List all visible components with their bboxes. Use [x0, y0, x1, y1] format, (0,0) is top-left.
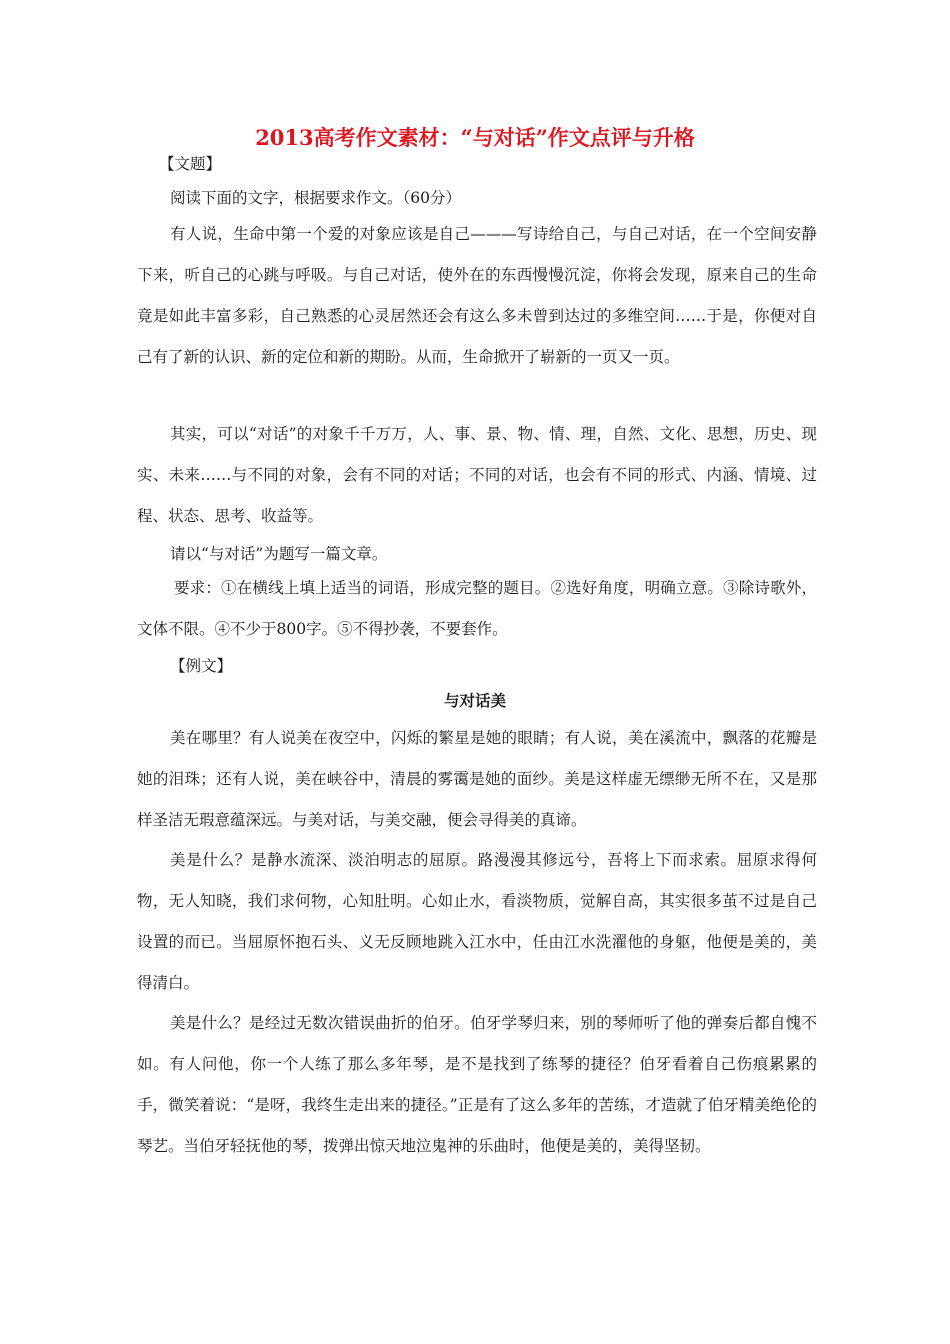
- example-section-tag: 【例文】: [170, 657, 233, 675]
- essay-title: 与对话美: [443, 691, 506, 710]
- essay-paragraph-1: 美在哪里？有人说美在夜空中，闪烁的繁星是她的眼睛；有人说，美在溪流中，飘落的花瓣是她的泪珠；还有人说，美在峡谷中，清晨的雾霭是她的面纱。美是这样虚无缥缈无所不在，又是那样圣洁无瑕意蕴深远。与美对话，与美交融，便会寻得美的真谛。: [137, 729, 817, 829]
- prompt-paragraph-1: 有人说，生命中第一个爱的对象应该是自己———写诗给自己，与自己对话，在一个空间安静下来，听自己的心跳与呼吸。与自己对话，使外在的东西慢慢沉淀，你将会发现，原来自己的生命竟是如此丰富多彩，自己熟悉的心灵居然还会有这么多未曾到达过的多维空间……于是，你便对自己有了新的认识、新的定位和新的期盼。从而，生命掀开了崭新的一页又一页。: [137, 225, 817, 366]
- essay-paragraph-3: 美是什么？是经过无数次错误曲折的伯牙。伯牙学琴归来，别的琴师听了他的弹奏后都自愧不如。有人问他，你一个人练了那么多年琴，是不是找到了练琴的捷径？伯牙看着自己伤痕累累的手，微笑着说：“是呀，我终生走出来的捷径。”正是有了这么多年的苦练，才造就了伯牙精美绝伦的琴艺。当伯牙轻抚他的琴，拨弹出惊天地泣鬼神的乐曲时，他便是美的，美得坚韧。: [137, 1014, 817, 1155]
- essay-paragraph-2: 美是什么？是静水流深、淡泊明志的屈原。路漫漫其修远兮，吾将上下而求索。屈原求得何物，无人知晓，我们求何物，心知肚明。心如止水，看淡物质，觉解自高，其实很多茧不过是自己设置的而已。当屈原怀抱石头、义无反顾地跳入江水中，任由江水洗濯他的身躯，他便是美的，美得清白。: [137, 851, 817, 992]
- document-title: 2013高考作文素材：“与对话”作文点评与升格: [255, 125, 695, 150]
- topic-section-tag: 【文题】: [159, 155, 222, 173]
- prompt-paragraph-3: 请以“与对话”为题写一篇文章。: [170, 545, 388, 563]
- requirements-paragraph: 要求：①在横线上填上适当的词语，形成完整的题目。②选好角度，明确立意。③除诗歌外，文体不限。④不少于800字。⑤不得抄袭，不要套作。: [137, 579, 817, 638]
- instruction-text: 阅读下面的文字，根据要求作文。（60分）: [170, 189, 461, 207]
- prompt-paragraph-2: 其实，可以“对话”的对象千千万万，人、事、景、物、情、理，自然、文化、思想，历史、现实、未来……与不同的对象，会有不同的对话；不同的对话，也会有不同的形式、内涵、情境、过程、状态、思考、收益等。: [137, 425, 817, 525]
